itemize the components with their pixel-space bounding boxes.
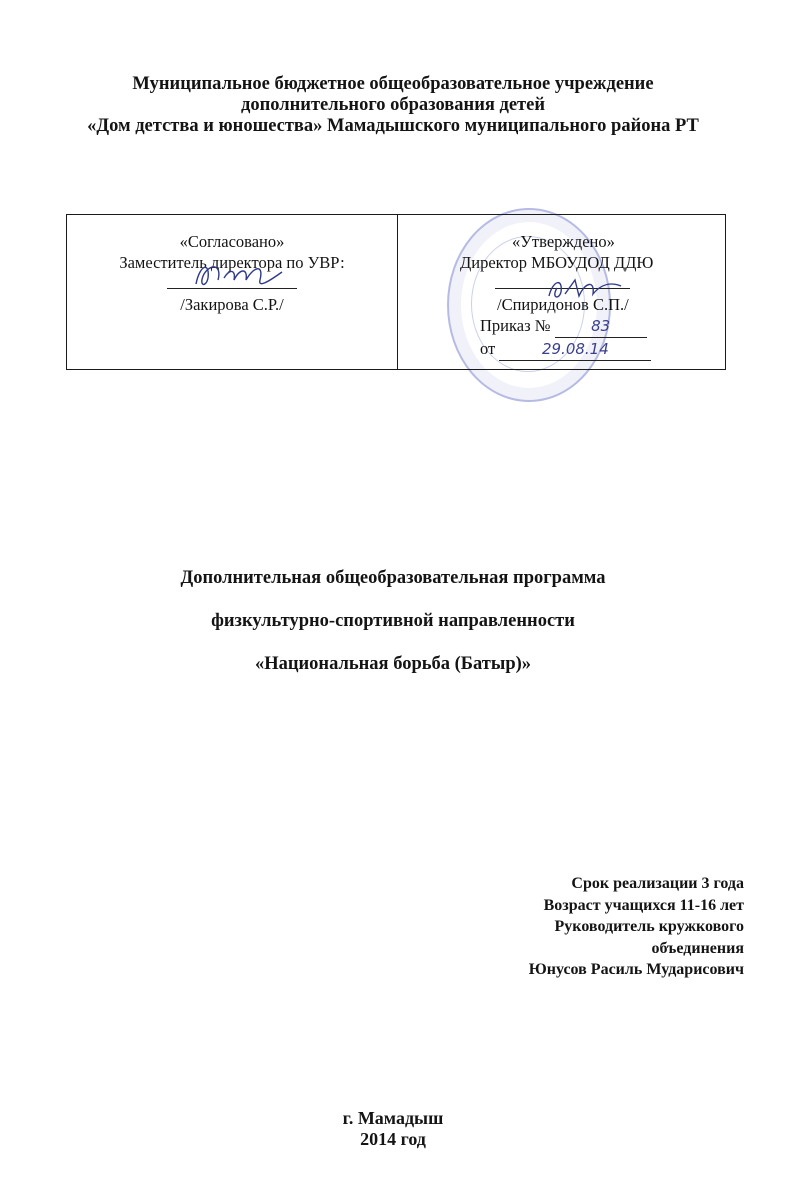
approval-table [66,214,726,370]
document-footer [0,1108,786,1150]
leader-label-line-1: Руководитель кружкового [554,918,744,935]
approved-status: «Утверждено» [512,232,615,251]
header-line-1: Муниципальное бюджетное общеобразовательное учреждение [132,74,654,94]
order-date: 29.08.14 [499,339,651,361]
date-label: от [480,339,496,358]
year: 2014 год [360,1129,426,1149]
program-title-line-3: «Национальная борьба (Батыр)» [254,654,532,674]
program-details [384,873,744,981]
header-line-2: дополнительного образования детей [240,95,546,115]
agreed-status: «Согласовано» [179,232,285,251]
program-title-line-1: Дополнительная общеобразовательная программа [180,568,606,588]
program-title [0,567,786,696]
agreed-position: Заместитель директора по УВР: [119,253,345,272]
student-age: Возраст учащихся 11-16 лет [543,896,744,914]
approved-position: Директор МБОУДОД ДДЮ [460,253,654,272]
approved-signature [545,274,625,304]
agreed-name: /Закирова С.Р./ [180,295,284,314]
date-row [397,338,727,361]
city: г. Мамадыш [342,1108,444,1128]
program-duration: Срок реализации 3 года [571,875,744,892]
leader-name: Юнусов Расиль Мударисович [528,961,744,978]
order-number: 83 [555,316,647,338]
approved-name: /Спиридонов С.П./ [497,295,629,314]
leader-label-line-2: объединения [651,939,744,957]
header-line-3: «Дом детства и юношества» Мамадышского муниципального района РТ [87,116,699,136]
order-row [397,315,727,338]
agreed-signature [190,258,290,292]
order-label: Приказ № [480,316,551,335]
institution-header [0,74,786,137]
program-title-line-2: физкультурно-спортивной направленности [211,611,575,631]
